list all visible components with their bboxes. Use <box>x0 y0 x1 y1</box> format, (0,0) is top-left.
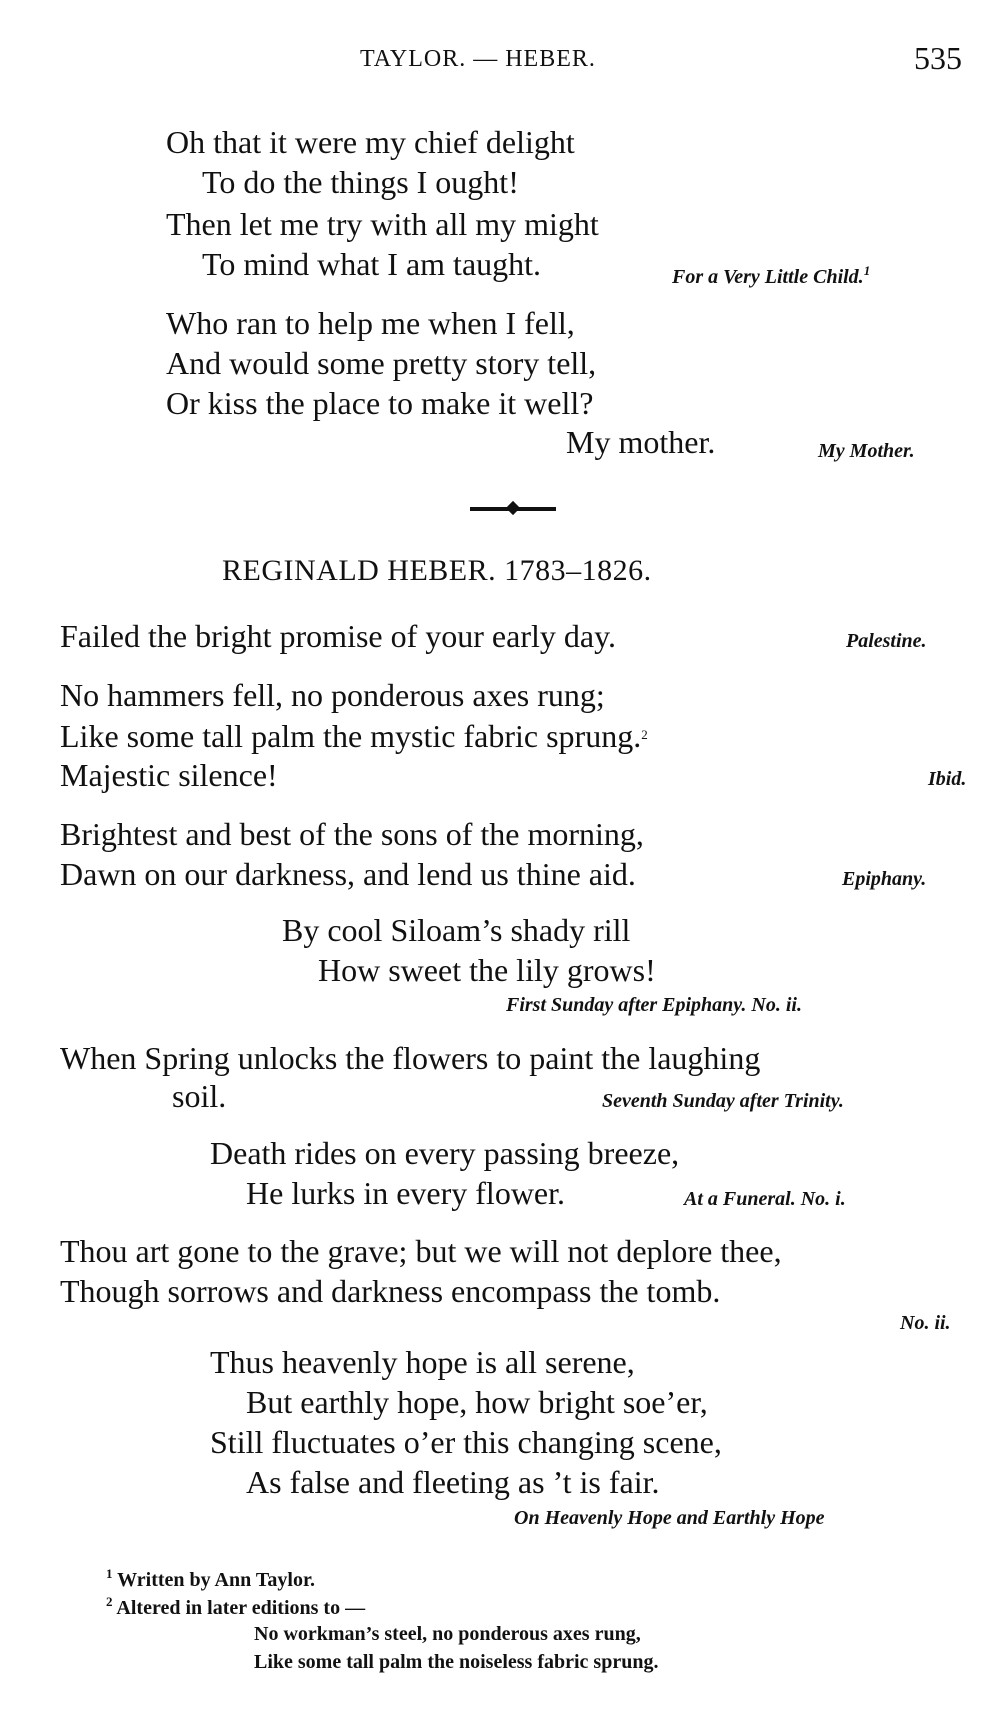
quote-line: Though sorrows and darkness encompass the tomb. <box>60 1273 721 1309</box>
quote-line: But earthly hope, how bright soe’er, <box>246 1384 708 1420</box>
footnote-mark: 1 <box>106 1566 113 1581</box>
quote-line: By cool Siloam’s shady rill <box>282 912 631 948</box>
quote-line: Thus heavenly hope is all serene, <box>210 1344 635 1380</box>
quote-line: Still fluctuates o’er this changing scene, <box>210 1424 722 1460</box>
quote-line: soil. <box>172 1078 227 1114</box>
quote-line: Dawn on our darkness, and lend us thine aid. <box>60 856 636 892</box>
quote-line: Like some tall palm the mystic fabric sprung.$^2$ <box>60 718 648 754</box>
verse-line: To mind what I am taught. <box>202 246 542 282</box>
page-number: 535 <box>914 40 962 76</box>
quote-line: How sweet the lily grows! <box>318 952 656 988</box>
source-citation: Seventh Sunday after Trinity. <box>602 1090 844 1112</box>
ornament-diamond-icon <box>506 501 520 515</box>
footnote: $^2$ Altered in later editions to — <box>106 1594 366 1619</box>
source-citation: For a Very Little Child.$^1$ <box>672 263 871 288</box>
quote-line: Failed the bright promise of your early day. <box>60 618 616 654</box>
footnote: $^1$ Written by Ann Taylor. <box>106 1566 315 1591</box>
verse-line: And would some pretty story tell, <box>166 345 597 381</box>
footnote-ref: 2 <box>641 727 648 742</box>
source-citation: On Heavenly Hope and Earthly Hope <box>514 1507 825 1529</box>
footnote-ref: 1 <box>863 263 871 278</box>
verse-line: Or kiss the place to make it well? <box>166 385 594 421</box>
section-title: REGINALD HEBER. 1783–1826. <box>222 554 652 587</box>
quote-line: Majestic silence! <box>60 757 278 793</box>
verse-line: Oh that it were my chief delight <box>166 124 575 160</box>
source-citation: At a Funeral. No. i. <box>684 1188 846 1210</box>
quote-line: As false and fleeting as ’t is fair. <box>246 1464 660 1500</box>
running-header: TAYLOR. — HEBER. <box>360 46 596 72</box>
quote-line: Brightest and best of the sons of the morning, <box>60 816 644 852</box>
quote-line: No hammers fell, no ponderous axes rung; <box>60 677 605 713</box>
footnote-verse-line: No workman’s steel, no ponderous axes rung, <box>254 1623 641 1645</box>
quote-line: He lurks in every flower. <box>246 1175 566 1211</box>
verse-line: Then let me try with all my might <box>166 206 599 242</box>
footnote-verse-line: Like some tall palm the noiseless fabric sprung. <box>254 1651 659 1673</box>
source-citation: Epiphany. <box>842 868 927 890</box>
verse-line: My mother. <box>566 424 716 460</box>
footnote-mark: 2 <box>106 1594 113 1609</box>
quote-line: Thou art gone to the grave; but we will not deplore thee, <box>60 1233 782 1269</box>
source-citation: My Mother. <box>818 440 915 462</box>
quote-line: When Spring unlocks the flowers to paint the laughing <box>60 1040 761 1076</box>
verse-line: To do the things I ought! <box>202 164 519 200</box>
verse-line: Who ran to help me when I fell, <box>166 305 575 341</box>
source-citation: First Sunday after Epiphany. No. ii. <box>506 994 802 1016</box>
quote-line: Death rides on every passing breeze, <box>210 1135 680 1171</box>
source-citation: No. ii. <box>900 1312 951 1334</box>
source-citation: Ibid. <box>928 768 967 790</box>
source-citation: Palestine. <box>846 630 927 652</box>
